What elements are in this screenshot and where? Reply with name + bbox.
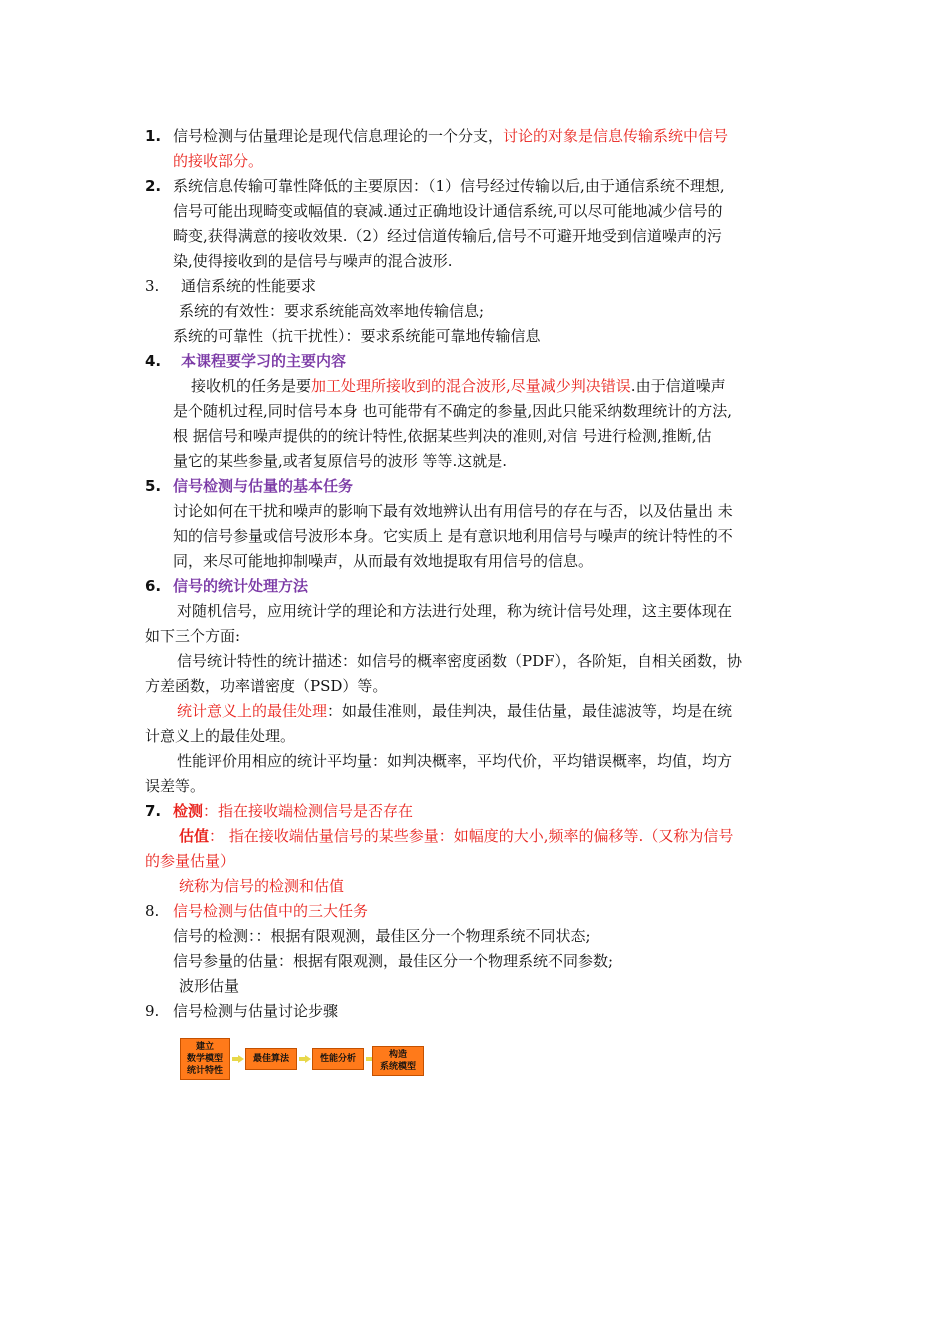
item-5-line-2: 知的信号参量或信号波形本身。它实质上 是有意识地利用信号与噪声的统计特性的不 xyxy=(173,527,733,545)
item-1-text: 信号检测与估量理论是现代信息理论的一个分支， xyxy=(173,127,504,145)
item-6-highlight: 统计意义上的最佳处理 xyxy=(177,702,328,720)
item-5-line-3: 同，来尽可能地抑制噪声，从而最有效地提取有用信号的信息。 xyxy=(173,552,594,570)
item-6-p3-line-2: 计意义上的最佳处理。 xyxy=(145,727,296,745)
arrow-right-icon xyxy=(299,1055,311,1063)
item-3-line-1: 系统的有效性：要求系统能高效率地传输信息; xyxy=(179,302,485,320)
item-6-heading: 信号的统计处理方法 xyxy=(173,577,309,595)
item-4-highlight: 加工处理所接收到的混合波形,尽量减少判决错误 xyxy=(311,377,631,395)
item-8-line-1: 信号的检测：：根据有限观测，最佳区分一个物理系统不同状态; xyxy=(173,927,591,945)
research-steps-flowchart xyxy=(180,1038,425,1080)
item-number: 3. xyxy=(145,277,160,295)
item-2-line-2: 信号可能出现畸变或幅值的衰减.通过正确地设计通信系统,可以尽可能地减少信号的 xyxy=(173,202,723,220)
item-7-line-2 xyxy=(145,824,815,849)
item-2-line-1 xyxy=(145,174,815,199)
item-number: 8. xyxy=(145,902,160,920)
item-4-line-2: 是个随机过程,同时信号本身 也可能带有不确定的参量,因此只能采纳数理统计的方法, xyxy=(173,402,733,420)
item-8-title xyxy=(145,899,815,924)
item-number: 1. xyxy=(145,127,162,145)
item-1-line-2: 的接收部分。 xyxy=(173,152,264,170)
item-4-text: 接收机的任务是要 xyxy=(191,377,312,395)
item-2-line-3: 畸变,获得满意的接收效果.（2）经过信道传输后,信号不可避开地受到信道噪声的污 xyxy=(173,227,722,245)
item-9-heading: 信号检测与估量讨论步骤 xyxy=(173,1002,339,1020)
estimation-term: 估值 xyxy=(179,827,210,845)
item-5-title xyxy=(145,474,815,499)
item-4-text-tail: .由于信道噪声 xyxy=(630,377,726,395)
item-6-p2-line-2: 方差函数，功率谱密度（PSD）等。 xyxy=(145,677,388,695)
item-7-line-3: 的参量估量） xyxy=(145,852,236,870)
detection-definition: ：指在接收端检测信号是否存在 xyxy=(203,802,414,820)
item-6-p4-line-2: 误差等。 xyxy=(145,777,206,795)
item-4-line-1 xyxy=(145,374,815,399)
item-7-line-1 xyxy=(145,799,815,824)
item-1-line-1 xyxy=(145,124,815,149)
item-4-title xyxy=(145,349,815,374)
item-number: 5. xyxy=(145,477,162,495)
item-3-heading: 通信系统的性能要求 xyxy=(181,277,317,295)
detection-term: 检测 xyxy=(173,802,204,820)
item-2-line-4: 染,使得接收到的是信号与噪声的混合波形. xyxy=(173,252,453,270)
item-6-title xyxy=(145,574,815,599)
item-number: 7. xyxy=(145,802,162,820)
item-3-title xyxy=(145,274,815,299)
item-6-p2-line-1: 信号统计特性的统计描述：如信号的概率密度函数（PDF），各阶矩，自相关函数，协 xyxy=(177,652,743,670)
item-8-line-3: 波形估量 xyxy=(179,977,240,995)
item-9-title xyxy=(145,999,815,1024)
item-6-p3-line-1 xyxy=(145,699,815,724)
item-3-line-2: 系统的可靠性（抗干扰性）：要求系统能可靠地传输信息 xyxy=(173,327,541,345)
item-number: 6. xyxy=(145,577,162,595)
item-number: 9. xyxy=(145,1002,160,1020)
item-1-highlight: 讨论的对象是信息传输系统中信号 xyxy=(503,127,729,145)
item-6-p4-line-1: 性能评价用相应的统计平均量：如判决概率，平均代价，平均错误概率，均值，均方 xyxy=(177,752,733,770)
item-4-line-4: 量它的某些参量,或者复原信号的波形 等等.这就是. xyxy=(173,452,508,470)
item-4-heading: 本课程要学习的主要内容 xyxy=(181,352,347,370)
flow-box-algorithm: 最佳算法 xyxy=(245,1048,297,1070)
item-8-line-2: 信号参量的估量：根据有限观测，最佳区分一个物理系统不同参数; xyxy=(173,952,614,970)
item-5-heading: 信号检测与估量的基本任务 xyxy=(173,477,354,495)
item-6-p1-line-2: 如下三个方面: xyxy=(145,627,241,645)
estimation-definition: ： 指在接收端估量信号的某些参量：如幅度的大小,频率的偏移等.（又称为信号 xyxy=(209,827,734,845)
flow-box-analysis: 性能分析 xyxy=(312,1048,364,1070)
item-4-line-3: 根 据信号和噪声提供的的统计特性,依据某些判决的准则,对信 号进行检测,推断,估 xyxy=(173,427,712,445)
item-8-heading: 信号检测与估值中的三大任务 xyxy=(173,902,369,920)
item-2-text: 系统信息传输可靠性降低的主要原因：（1）信号经过传输以后,由于通信系统不理想, xyxy=(173,177,725,195)
document-body xyxy=(145,124,815,1024)
arrow-right-icon xyxy=(232,1055,244,1063)
item-6-text: ：如最佳准则，最佳判决，最佳估量，最佳滤波等，均是在统 xyxy=(327,702,733,720)
flow-box-model: 建立 数学模型 统计特性 xyxy=(180,1038,230,1080)
item-5-line-1: 讨论如何在干扰和噪声的影响下最有效地辨认出有用信号的存在与否，以及估量出 未 xyxy=(173,502,733,520)
item-number: 2. xyxy=(145,177,162,195)
flow-box-system-model: 构造 系统模型 xyxy=(372,1046,424,1076)
item-number: 4. xyxy=(145,352,162,370)
item-6-p1-line-1: 对随机信号，应用统计学的理论和方法进行处理，称为统计信号处理，这主要体现在 xyxy=(177,602,733,620)
item-7-line-4: 统称为信号的检测和估值 xyxy=(179,877,345,895)
